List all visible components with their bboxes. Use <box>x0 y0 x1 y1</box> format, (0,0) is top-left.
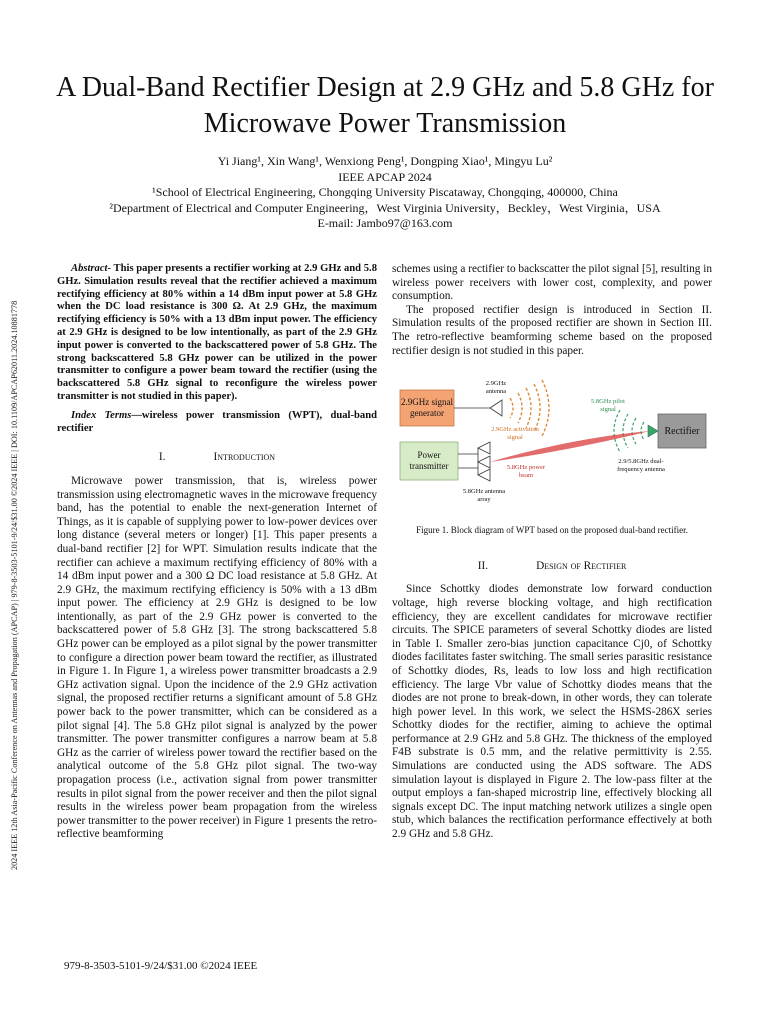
author-email: E-mail: Jambo97@163.com <box>317 216 453 230</box>
pilot-waves <box>614 410 644 452</box>
section-number: II. <box>477 559 489 572</box>
conference-name: IEEE APCAP 2024 <box>338 169 432 184</box>
antenna-2-9ghz-label: 2.9GHz antenna <box>485 380 507 395</box>
index-terms-label: Index Terms <box>71 409 132 421</box>
section-heading-introduction <box>57 451 377 465</box>
abstract <box>57 263 377 404</box>
dual-frequency-antenna-icon <box>648 425 658 437</box>
right-paragraph-1: schemes using a rectifier to backscatter the pilot signal [5], resulting in wireless power receivers with lower cost, complexity, and power consumption. <box>392 263 712 303</box>
section-number: I. <box>158 451 166 464</box>
activation-signal-label: 2.9GHz activation signal <box>491 426 539 441</box>
pilot-signal-label: 5.8GHz pilot signal <box>591 398 625 413</box>
affiliation-2: ²Department of Electrical and Computer Engineering，West Virginia University，Beckley，West Virginia，USA <box>109 200 661 215</box>
right-paragraph-2: The proposed rectifier design is introduced in Section II. Simulation results of the proposed rectifier are shown in Section III. The retro-reflective beamforming scheme based on the proposed rectifier design is not studied in this paper. <box>392 303 712 357</box>
intro-paragraph: Microwave power transmission, that is, wireless power transmission using electromagnetic waves in the microwave frequency band, has the potential to enable the next-generation Internet of Things, as it is capable of supplying power to low-power devices over long distance (several meters or longer) [1]. This paper presents a dual-band rectifier [2] for WPT. Simulation results indicate that the rectifier can achieve a maximum rectifying efficiency of 80% with a 14 dBm input power and a 300 Ω DC load resistance at 5.8 GHz. At 2.9 GHz, the maximum rectifying efficiency is 50% with a 13 dBm input power. The efficiency at 2.9 GHz is designed to be low intentionally, as part of the 2.9 GHz power is converted to the backscattered power of 5.8 GHz [3]. The strong backscattered 5.8 GHz power can be employed as a pilot signal by the power transmitter to configure a direction power beam toward the rectifier, as illustrated in Figure 1. In Figure 1, a wireless power transmitter broadcasts a 2.9 GHz activation signal. Upon the incidence of the 2.9 GHz activation signal, the proposed rectifier returns a significant amount of 5.8 GHz power back to the power transmitter, which can be considered as a pilot signal [4]. The 5.8 GHz pilot signal is analyzed by the power transmitter. The power transmitter configures a narrow beam at 5.8 GHz as the carrier of wireless power toward the rectifier based on the analytical outcome of the 5.8 GHz pilot signal. The two-way propagation process (i.e., activation signal from power transmitter results in pilot signal from the power receiver and then the pilot signal results in the wireless power beam propagation from the wireless power transmitter to the power receiver) in Figure 1 presents the retro-reflective beamforming <box>57 474 377 841</box>
dual-antenna-label: 2.9/5.8GHz dual-frequency antenna <box>617 458 665 473</box>
page-footer: 979-8-3503-5101-9/24/$31.00 ©2024 IEEE <box>64 960 258 972</box>
index-terms-text: —wireless power transmission (WPT), dual-band rectifier <box>57 409 377 434</box>
transmitter-label: Power transmitter <box>409 450 449 472</box>
power-beam-label: 5.8GHz power beam <box>506 464 546 479</box>
left-column <box>57 263 377 842</box>
design-paragraph: Since Schottky diodes demonstrate low forward conduction voltage, high reverse blocking voltage, and high rectification efficiency, they are excellent candidates for microwave rectifier circuits. The SPICE parameters of several Schottky diodes are listed in Table I. Smaller zero-bias junction capacitance Cj0, of Schottky diodes facilitates faster switching. The small series parasitic resistance of Schottky diodes, Rs, leads to low loss and high rectification efficiency. The large Vbr value of Schottky diodes means that the diodes are not prone to break-down, in other words, they can tolerate high power level. In this work, we select the HSMS-286X series Schottky diodes for the rectifier, aiming to achieve the optimal performance at 2.9 GHz and 5.8 GHz. The thickness of the employed F4B substrate is 0.5 mm, and the relative permittivity is 2.55. Simulations are conducted using the ADS software. The ADS simulation layout is displayed in Figure 2. The low-pass filter at the output employs a fan-shaped microstrip line, effectively blocking all signals except DC. The input matching network utilizes a single open stub, which balances the rectification performance effectively at both 2.9 GHz and 5.8 GHz. <box>392 583 712 841</box>
right-column <box>392 263 712 842</box>
abstract-text: This paper presents a rectifier working at 2.9 GHz and 5.8 GHz. Simulation results reveal that the rectifier achieved a maximum rectifying efficiency at 80% within a 14 dBm input power at 5.8 GHz when the DC load resistance is 300 Ω. At 2.9 GHz, the maximum rectifying efficiency is 50% with a 13 dBm input power. The efficiency at 2.9 GHz is designed to be low intentionally, as part of the 2.9 GHz input power is converted to the backscattered power of 5.8 GHz. The strong backscattered 5.8 GHz power can be utilized in the power transmitter to configure a power beam toward the rectifier (using the backscattered 5.8 GHz signal to reconfigure the wireless power transmitter is not studied in this paper). <box>57 263 377 402</box>
abstract-label: Abstract- <box>71 263 112 274</box>
antenna-array-icon <box>478 442 490 481</box>
antenna-array-label: 5.8GHz antenna array <box>462 488 506 503</box>
section-title: Introduction <box>213 451 276 464</box>
figure-1-caption: Figure 1. Block diagram of WPT based on the proposed dual-band rectifier. <box>416 525 688 536</box>
doi-sidebar-text: 2024 IEEE 12th Asia-Pacific Conference on Antennas and Propagation (APCAP) | 979-8-3503-5101-9/24/$31.00 ©2024 IEEE | DOI: 10.1109/APCAP62011.2024.10881778 <box>10 300 19 870</box>
antenna-2-9ghz-icon <box>490 400 502 416</box>
index-terms <box>57 410 377 436</box>
author-block <box>40 154 730 232</box>
paper-title: A Dual-Band Rectifier Design at 2.9 GHz and 5.8 GHz for Microwave Power Transmission <box>56 72 714 139</box>
affiliation-1: ¹School of Electrical Engineering, Chongqing University Piscataway, Chongqing, 400000, China <box>152 185 618 199</box>
author-names: Yi Jiang¹, Xin Wang¹, Wenxiong Peng¹, Dongping Xiao¹, Mingyu Lu² <box>217 154 553 168</box>
figure-1-diagram <box>392 378 712 518</box>
section-title: Design of Rectifier <box>536 559 627 572</box>
generator-label: 2.9GHz signal generator <box>401 397 453 419</box>
rectifier-label: Rectifier <box>664 425 700 437</box>
doi-sidebar <box>6 150 24 870</box>
section-heading-design <box>392 560 712 574</box>
